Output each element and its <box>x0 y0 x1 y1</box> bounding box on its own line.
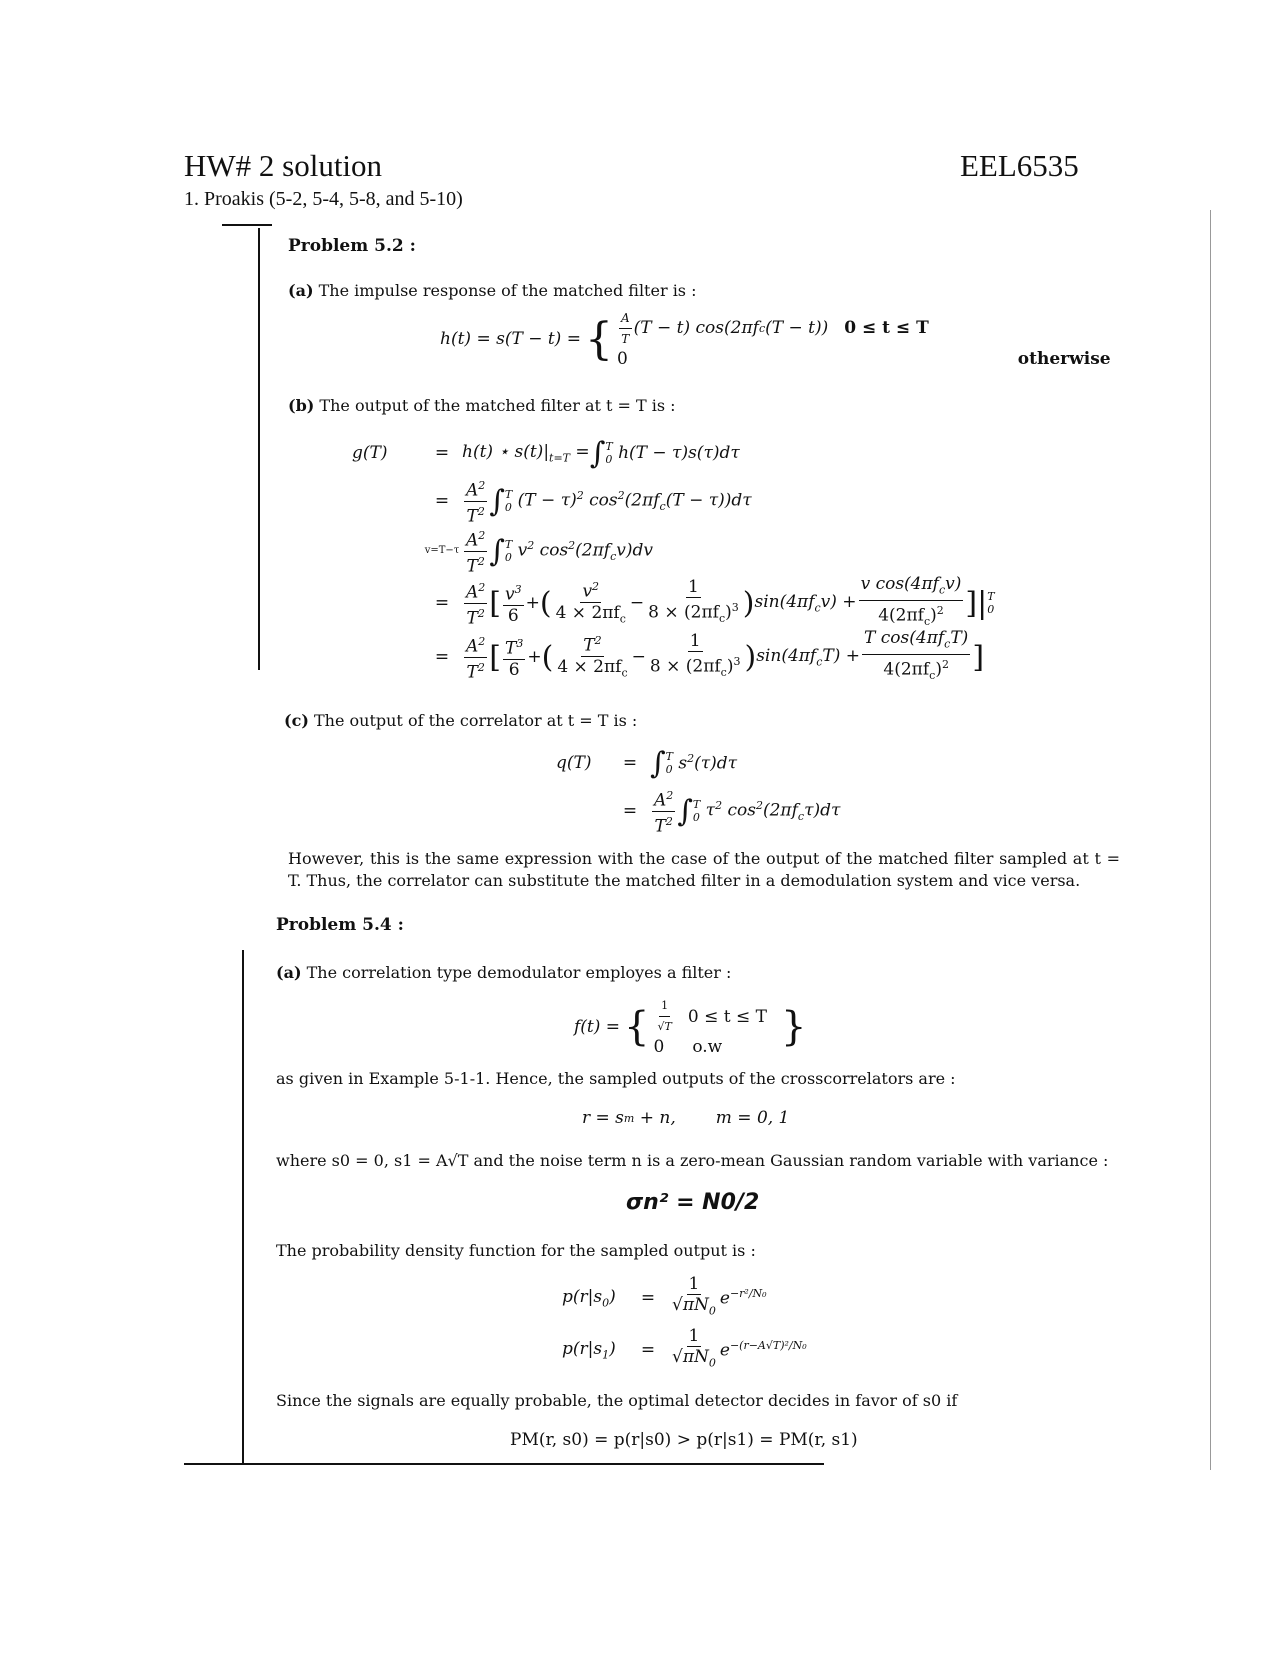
part-b-label: (b) <box>288 396 315 415</box>
h-case-1: (T − t) cos(2πf <box>633 318 759 338</box>
pm-equation: PM(r, s0) = p(r|s0) > p(r|s1) = PM(r, s1) <box>510 1430 858 1450</box>
part-a-sentence: The impulse response of the matched filter is : <box>318 281 697 300</box>
part-b-sentence: The output of the matched filter at t = T is : <box>319 396 676 415</box>
r-eq: r = s <box>582 1108 624 1128</box>
received-signal-equation: r = s m + n, m = 0, 1 <box>582 1108 790 1128</box>
part-a-label: (a) <box>288 281 314 300</box>
part-c-text <box>284 710 637 732</box>
h-cond-2: otherwise <box>1017 349 1111 369</box>
part-c-sentence: The output of the correlator at t = T is : <box>313 711 638 730</box>
pdf-equations: $p(r|s_0)$ = $\frac{1}{√\pi N_0}$ $e^{-r^2/N_0}$ $p(r|s_1)$ = $\frac{1}{√\pi N_0}$ $e^{-(r-A√T)^2/N_0}$ <box>562 1274 807 1370</box>
bottom-rule <box>184 1463 824 1465</box>
impulse-response-equation: h(t) = s(T − t) = { $\frac{A}{T}$ (T − t) cos(2πf c (T − t)) 0 ≤ t ≤ T 0 otherwise <box>440 308 1111 370</box>
course-code: EEL6535 <box>960 148 1079 183</box>
p54-part-a-text <box>276 962 731 984</box>
problem-heading-5-4: Problem 5.4 : <box>276 915 404 935</box>
g-lhs: g(T) <box>352 443 388 463</box>
pdf-text: The probability density function for the sampled output is : <box>276 1241 756 1260</box>
right-margin-line <box>1210 210 1211 1470</box>
r-m-range: m = 0, 1 <box>715 1108 790 1128</box>
margin-bar <box>258 228 260 670</box>
decision-text: Since the signals are equally probable, the optimal detector decides in favor of s0 if <box>276 1391 958 1410</box>
q-lhs: q(T) <box>556 753 592 773</box>
subtitle: 1. Proakis (5-2, 5-4, 5-8, and 5-10) <box>184 188 463 210</box>
h-case-2: 0 <box>616 349 628 369</box>
page-title: HW# 2 solution <box>184 148 383 183</box>
handwritten-variance: σn² = N0/2 <box>626 1190 760 1215</box>
margin-bar-2 <box>242 950 244 1465</box>
filter-equation: f(t) = { $\frac{1}{√T}$ 0 ≤ t ≤ T 0 o.w } <box>574 996 806 1057</box>
h-lhs: h(t) = s(T − t) = <box>440 329 581 349</box>
matched-filter-output-derivation: g(T) = h(t) ⋆ $s(t)|_{t=T}$ = ∫ T 0 h(T − τ)s(τ)dτ = $\frac{A^2}{T^2}$ ∫ T 0 $(T - \tau)^2$ $\cos^2(2\pi f_c(T - \tau))d\tau$ v=T−τ $\frac{A^2}{T^2}$ ∫ T 0 $v^2$ $\cos^2(2\pi f_cv)dv$ = $\frac{A^2}{T^2}$ [ $\frac{v^3}{6}$ + ( $\frac{v^2}{4 \times 2\pi f_c}$ − $\frac{1}{8 \times (2\pi f_c)^3}$ ) $\sin(4\pi f_cv)$ + $\frac{v \cos(4\pi f_cv)}{4(2\pi f_c)^2}$ ]| T 0 = $\frac{A^2}{T^2}$ [ $\frac{T^3}{6}$ + ( $\frac{T^2}{4 \times 2\pi f_c}$ − $\frac{1}{8 \times (2\pi f_c)^3}$ ) $\sin(4\pi f_cT)$ + $\frac{T \cos(4\pi f_cT)}{4(2\pi f_c)^2}$ ] <box>352 435 995 683</box>
f-cond-1: 0 ≤ t ≤ T <box>687 1006 767 1027</box>
h-case-1-tail: (T − t)) <box>765 318 829 338</box>
r-tail: + n, <box>639 1108 676 1128</box>
noise-variance-text: where s0 = 0, s1 = A√T and the noise term n is a zero-mean Gaussian random variable with variance : <box>276 1151 1109 1170</box>
correlator-paragraph: However, this is the same expression with the case of the output of the matched filter sampled at t = T. Thus, the correlator can substitute the matched filter in a demodulation system and vice versa. <box>288 849 1120 890</box>
correlator-output-equation: q(T) = ∫ T 0 $s^2(\tau)d\tau$ = $\frac{A^2}{T^2}$ ∫ T 0 $\tau^2$ $\cos^2(2\pi f_c\tau)d\tau$ <box>556 745 841 837</box>
f-cond-2: o.w <box>692 1037 723 1057</box>
substitution-label: v=T−τ <box>424 545 460 556</box>
p54-part-a-label: (a) <box>276 963 302 982</box>
margin-mark <box>222 224 272 226</box>
problem-heading-5-2: Problem 5.2 : <box>288 236 416 256</box>
p54-part-a-sentence: The correlation type demodulator employes a filter : <box>306 963 732 982</box>
h-cond-1: 0 ≤ t ≤ T <box>844 318 929 338</box>
part-b-text <box>288 395 676 417</box>
part-a-text <box>288 280 697 302</box>
crosscorrelator-text: as given in Example 5-1-1. Hence, the sampled outputs of the crosscorrelators are : <box>276 1069 956 1088</box>
f-lhs: f(t) = <box>574 1016 621 1037</box>
part-c-label: (c) <box>284 711 309 730</box>
